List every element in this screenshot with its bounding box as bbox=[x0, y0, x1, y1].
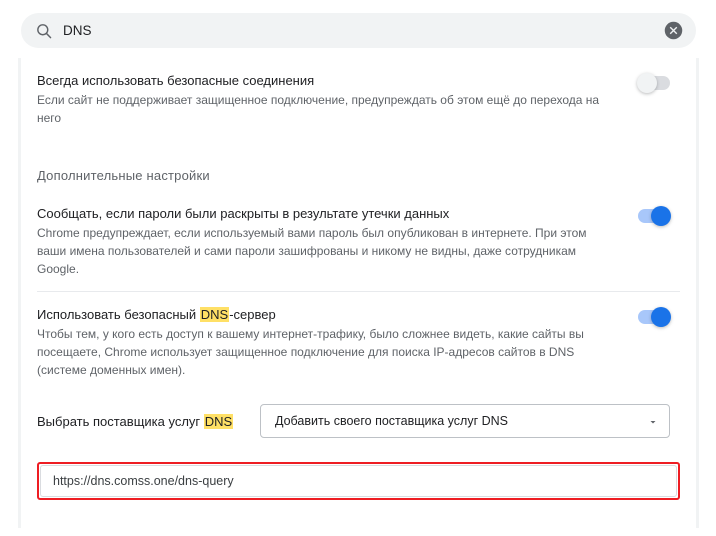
dns-provider-row bbox=[21, 392, 696, 450]
setting-row-secure-dns[interactable] bbox=[21, 292, 696, 392]
custom-dns-url-field[interactable] bbox=[40, 465, 677, 497]
card-edge-right bbox=[696, 58, 699, 528]
search-input[interactable] bbox=[63, 23, 663, 38]
settings-panel bbox=[21, 58, 696, 528]
section-heading-advanced: Дополнительные настройки bbox=[37, 168, 210, 183]
dns-provider-select[interactable] bbox=[260, 404, 670, 438]
toggle-knob bbox=[637, 73, 657, 93]
setting-title-secure-connections: Всегда использовать безопасные соединения bbox=[37, 73, 315, 88]
search-icon bbox=[35, 22, 52, 39]
setting-description-secure-dns: Чтобы тем, у кого есть доступ к вашему интернет-трафику, было сложнее видеть, какие сайты вы посещаете, Chrome использует защищенное подключение для поиска IP-адресов сайтов в DNS (системе доменных имен). bbox=[37, 327, 584, 377]
setting-title-secure-dns-after: -сервер bbox=[229, 307, 276, 322]
setting-row-secure-connections[interactable] bbox=[21, 58, 696, 140]
toggle-secure-dns[interactable] bbox=[638, 310, 670, 324]
search-term-highlight: DNS bbox=[204, 413, 233, 429]
dns-provider-selected-value: Добавить своего поставщика услуг DNS bbox=[275, 414, 508, 428]
setting-title-secure-dns-before: Использовать безопасный bbox=[37, 307, 200, 322]
settings-search-bar[interactable] bbox=[21, 13, 696, 48]
setting-title-secure-dns bbox=[37, 305, 616, 324]
page-bottom-background bbox=[0, 528, 716, 536]
custom-dns-url-highlight bbox=[37, 462, 680, 500]
toggle-password-leak[interactable] bbox=[638, 209, 670, 223]
setting-description-secure-connections: Если сайт не поддерживает защищенное подключение, предупреждать об этом ещё до перехода на него bbox=[37, 93, 600, 125]
toggle-knob bbox=[651, 307, 671, 327]
setting-description-password-leak: Chrome предупреждает, если используемый вами пароль был опубликован в интернете. При этом ваши имена пользователей и сами пароли зашифрованы и никому не видны, даже сотрудникам Google. bbox=[37, 226, 587, 276]
setting-title-password-leak: Сообщать, если пароли были раскрыты в результате утечки данных bbox=[37, 206, 450, 221]
setting-text-password-leak bbox=[37, 204, 616, 278]
page-top-background bbox=[0, 0, 716, 13]
setting-text-secure-connections bbox=[37, 71, 616, 127]
setting-row-password-leak[interactable] bbox=[21, 191, 696, 291]
close-circle-icon[interactable] bbox=[663, 20, 684, 41]
toggle-secure-connections[interactable] bbox=[638, 76, 670, 90]
chevron-down-icon bbox=[647, 415, 659, 427]
setting-text-secure-dns bbox=[37, 305, 616, 379]
custom-dns-url-value: https://dns.comss.one/dns-query bbox=[53, 474, 234, 488]
dns-provider-label-before: Выбрать поставщика услуг bbox=[37, 413, 204, 429]
search-term-highlight: DNS bbox=[200, 307, 229, 322]
dns-provider-label bbox=[37, 414, 233, 429]
toggle-knob bbox=[651, 206, 671, 226]
